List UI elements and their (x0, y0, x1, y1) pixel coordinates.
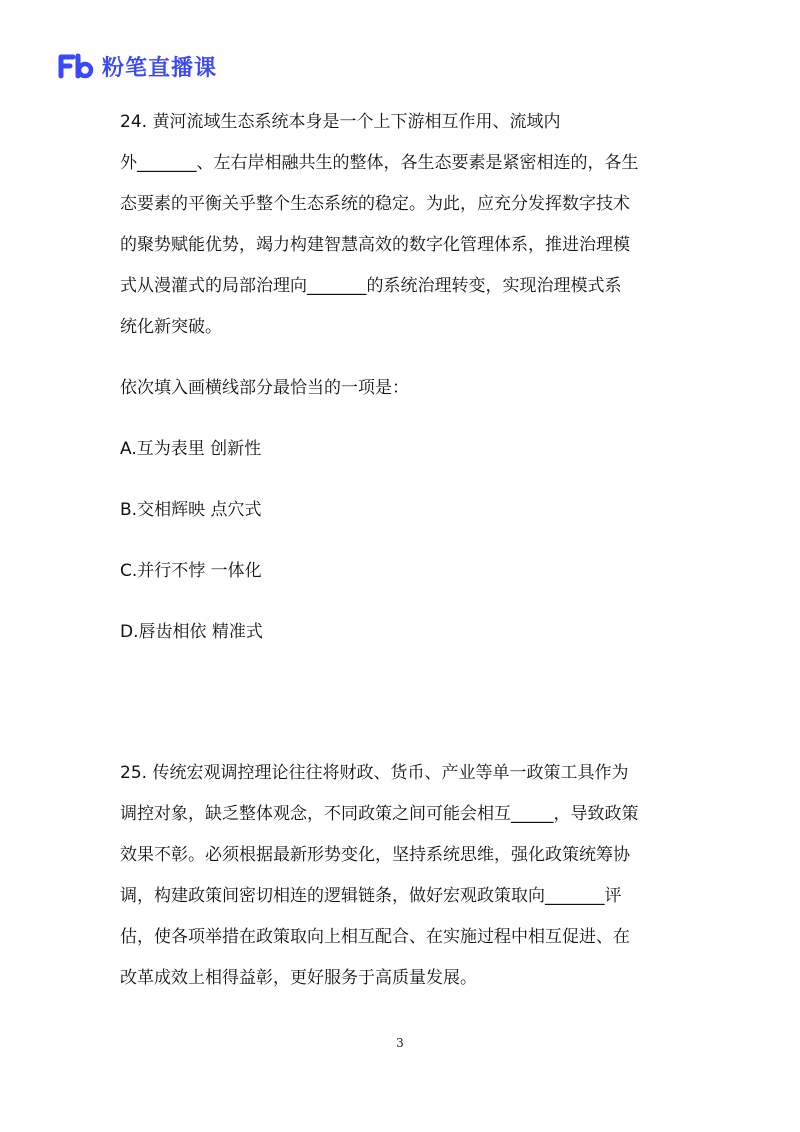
q24-option-a: A.互为表里 创新性 (120, 439, 262, 459)
q24-option-d: D.唇齿相依 精准式 (120, 622, 263, 642)
q24-prompt: 依次填入画横线部分最恰当的一项是： (120, 378, 409, 398)
q24-option-b: B.交相辉映 点穴式 (120, 500, 262, 520)
question-25 (120, 753, 700, 999)
q25-line-3: 效果不彰。必须根据最新形势变化，坚持系统思维，强化政策统筹协 (120, 845, 630, 865)
q24-line-6: 统化新突破。 (120, 317, 222, 337)
q25-line-5: 估，使各项举措在政策取向上相互配合、在实施过程中相互促进、在 (120, 927, 630, 947)
q24-line-1: 24. 黄河流域生态系统本身是一个上下游相互作用、流域内 (120, 112, 561, 132)
brand-title: 粉笔直播课 (102, 55, 218, 81)
page-number: 3 (396, 1036, 404, 1050)
question-24 (120, 102, 700, 673)
q25-line-4: 调，构建政策间密切相连的逻辑链条，做好宏观政策取向_______评 (120, 886, 622, 906)
q24-line-5: 式从漫灌式的局部治理向_______的系统治理转变，实现治理模式系 (120, 276, 622, 296)
page-header (58, 50, 217, 82)
q24-option-c: C.并行不悖 一体化 (120, 561, 262, 581)
q25-line-2: 调控对象，缺乏整体观念，不同政策之间可能会相互_____，导致政策 (120, 804, 639, 824)
q24-line-2: 外_______、左右岸相融共生的整体，各生态要素是紧密相连的，各生 (120, 153, 639, 173)
q24-line-4: 的聚势赋能优势，竭力构建智慧高效的数字化管理体系，推进治理模 (120, 235, 630, 255)
document-body (120, 102, 700, 999)
q24-line-3: 态要素的平衡关乎整个生态系统的稳定。为此，应充分发挥数字技术 (120, 194, 630, 214)
q25-line-6: 改革成效上相得益彰，更好服务于高质量发展。 (120, 968, 477, 988)
fenbi-logo-icon (58, 53, 94, 79)
q25-line-1: 25. 传统宏观调控理论往往将财政、货币、产业等单一政策工具作为 (120, 763, 629, 783)
